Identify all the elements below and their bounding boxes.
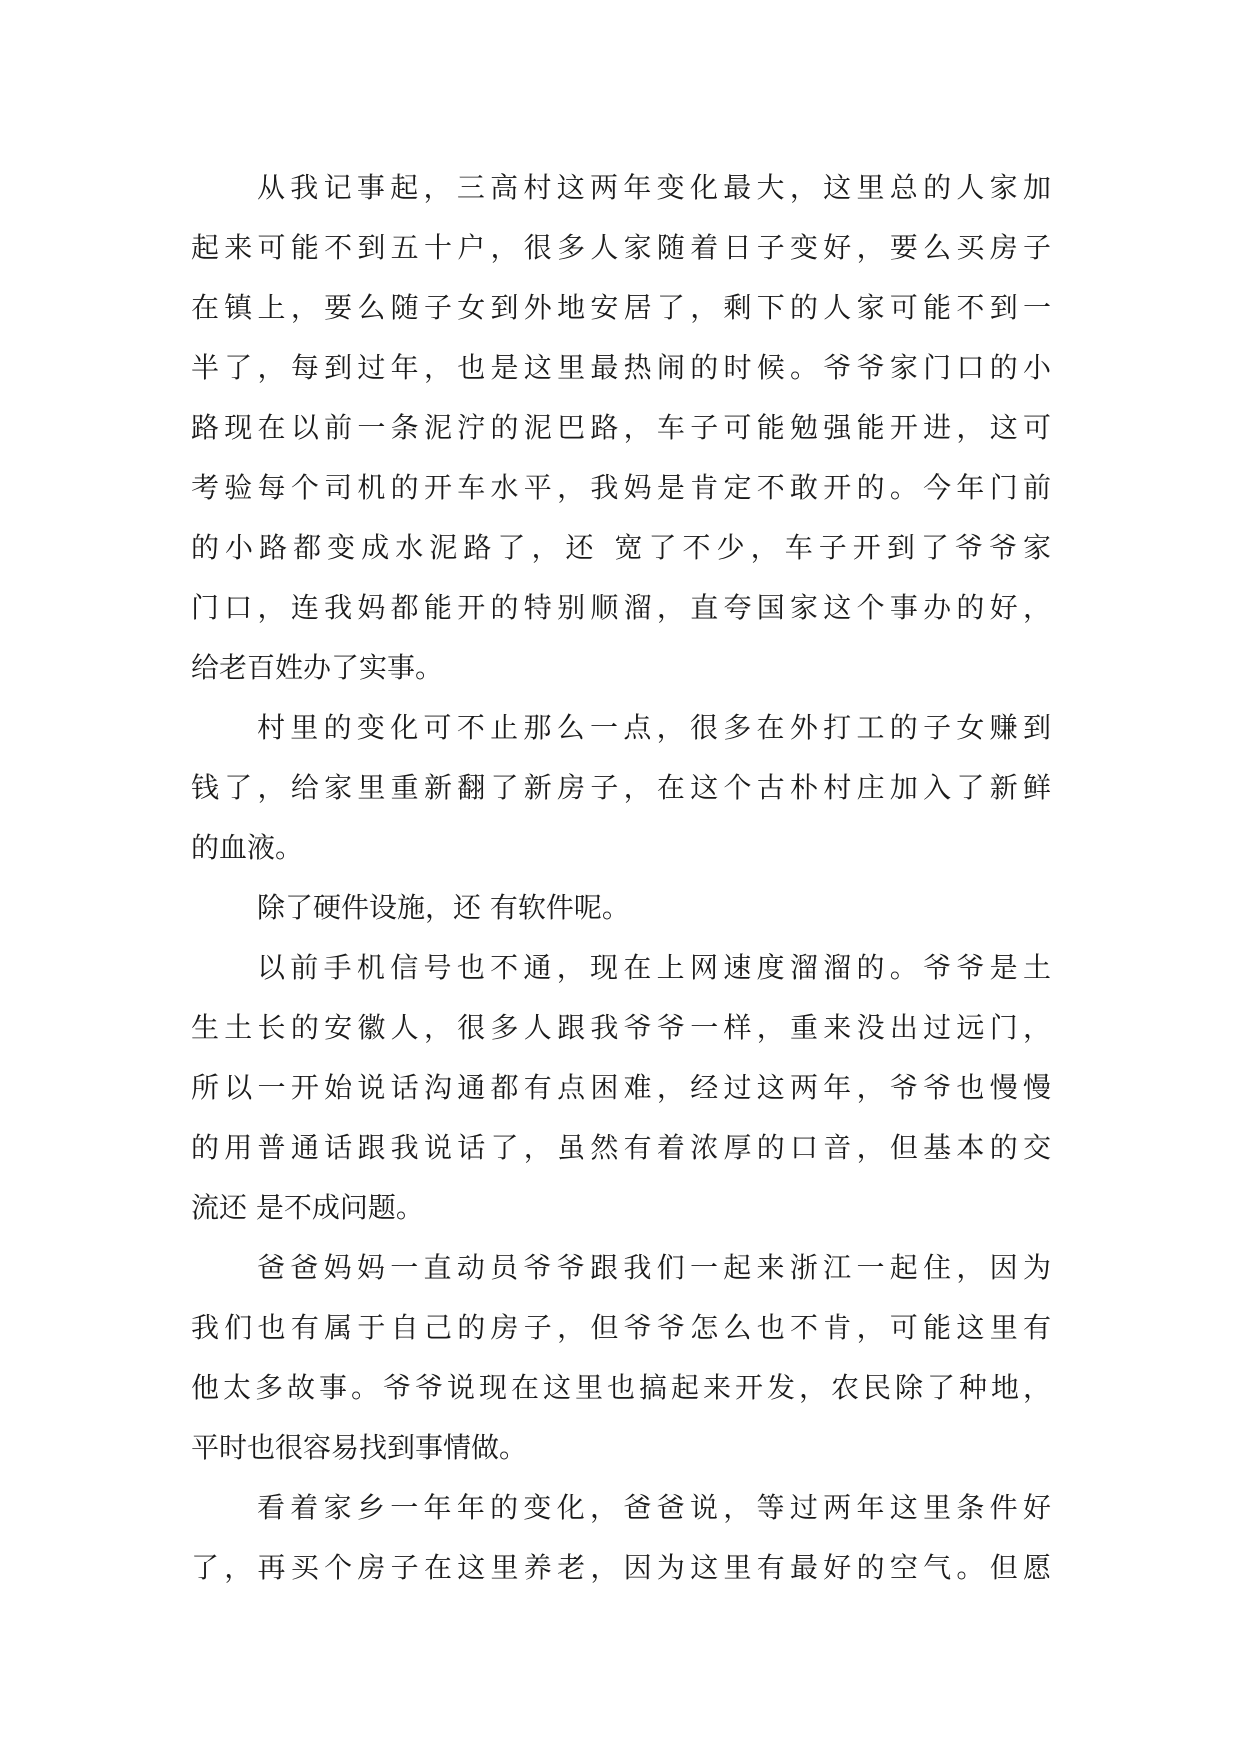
text-line: 钱了，给家里重新翻了新房子，在这个古朴村庄加入了新鲜 (191, 771, 1051, 804)
paragraph (191, 698, 1051, 878)
text-line: 考验每个司机的开车水平，我妈是肯定不敢开的。今年门前 (191, 471, 1051, 504)
text-line: 流还 是不成问题。 (191, 1191, 424, 1224)
text-line: 以前手机信号也不通，现在上网速度溜溜的。爷爷是土 (257, 951, 1051, 984)
text-line: 从我记事起，三高村这两年变化最大，这里总的人家加 (257, 171, 1051, 204)
text-line: 在镇上，要么随子女到外地安居了，剩下的人家可能不到一 (191, 291, 1051, 324)
text-line: 的用普通话跟我说话了，虽然有着浓厚的口音，但基本的交 (191, 1131, 1051, 1164)
body-text (191, 158, 1051, 1598)
text-line: 门口，连我妈都能开的特别顺溜，直夸国家这个事办的好， (191, 591, 1051, 624)
text-line: 生土长的安徽人，很多人跟我爷爷一样，重来没出过远门， (191, 1011, 1051, 1044)
text-line: 的血液。 (191, 831, 304, 864)
text-line: 他太多故事。爷爷说现在这里也搞起来开发，农民除了种地， (191, 1371, 1051, 1404)
paragraph (191, 158, 1051, 698)
paragraph (191, 1238, 1051, 1478)
text-line: 我们也有属于自己的房子，但爷爷怎么也不肯，可能这里有 (191, 1311, 1051, 1344)
text-line: 给老百姓办了实事。 (191, 651, 444, 684)
text-line: 村里的变化可不止那么一点，很多在外打工的子女赚到 (257, 711, 1051, 744)
text-line: 路现在以前一条泥泞的泥巴路，车子可能勉强能开进，这可 (191, 411, 1051, 444)
paragraph (191, 878, 1051, 938)
text-line: 起来可能不到五十户，很多人家随着日子变好，要么买房子 (191, 231, 1051, 264)
text-line: 了，再买个房子在这里养老，因为这里有最好的空气。但愿 (191, 1551, 1051, 1584)
text-line: 除了硬件设施，还 有软件呢。 (257, 891, 630, 924)
text-line: 爸爸妈妈一直动员爷爷跟我们一起来浙江一起住，因为 (257, 1251, 1051, 1284)
paragraph (191, 938, 1051, 1238)
text-line: 的小路都变成水泥路了，还 宽了不少，车子开到了爷爷家 (191, 531, 1051, 564)
text-line: 所以一开始说话沟通都有点困难，经过这两年，爷爷也慢慢 (191, 1071, 1051, 1104)
text-line: 半了，每到过年，也是这里最热闹的时候。爷爷家门口的小 (191, 351, 1051, 384)
text-line: 平时也很容易找到事情做。 (191, 1431, 528, 1464)
text-line: 看着家乡一年年的变化，爸爸说，等过两年这里条件好 (257, 1491, 1051, 1524)
paragraph (191, 1478, 1051, 1598)
